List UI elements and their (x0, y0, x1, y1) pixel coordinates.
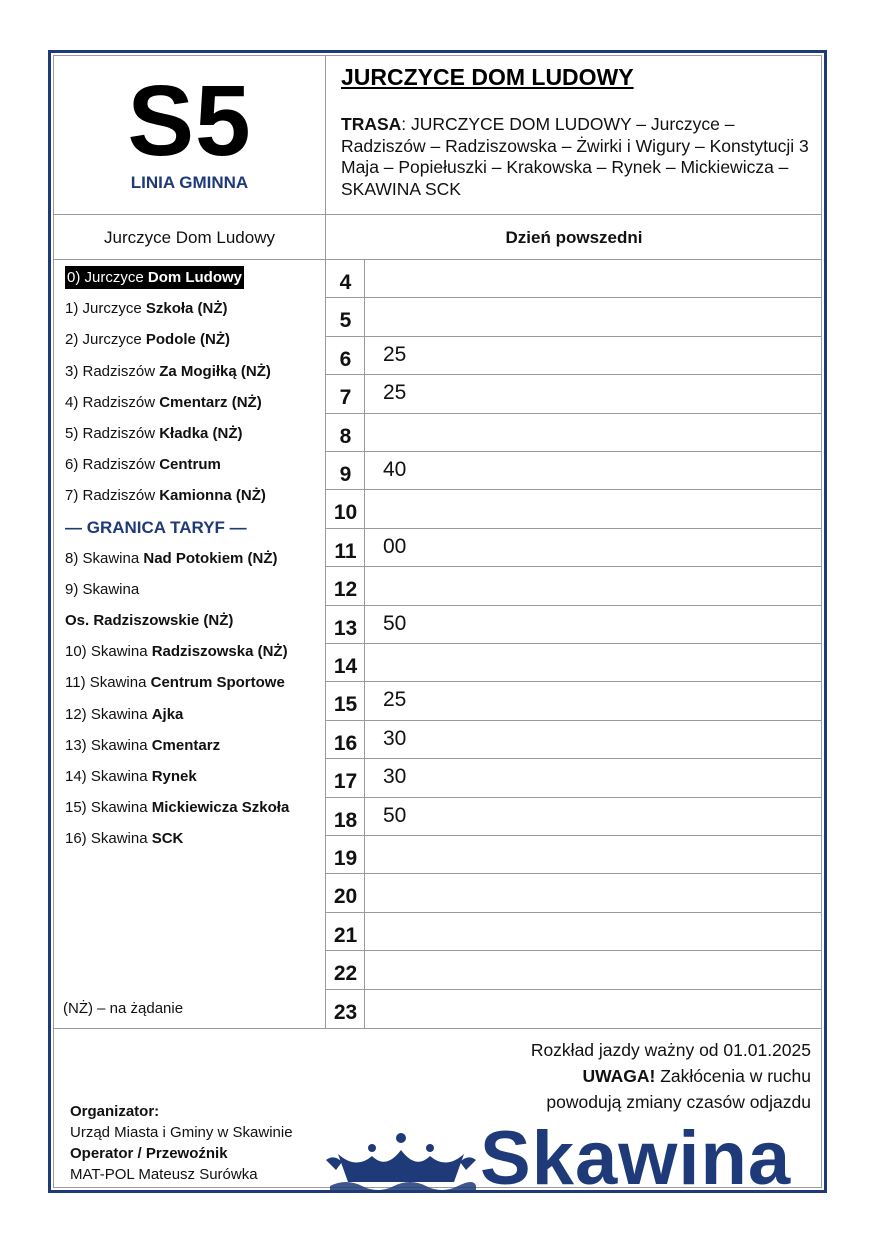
hour-cell: 23 (333, 1000, 358, 1024)
warning-label: UWAGA! (582, 1066, 656, 1086)
stop-label (65, 830, 183, 847)
valid-from: Rozkład jazdy ważny od 01.01.2025 (530, 1040, 811, 1060)
stop-item (65, 574, 323, 605)
stop-name: Kamionna (NŻ) (159, 487, 266, 505)
timetable-row (326, 452, 822, 490)
stop-label (65, 300, 228, 317)
stop-label (65, 706, 183, 723)
route-text: : JURCZYCE DOM LUDOWY – Jurczyce – Radziszów – Radziszowska – Żwirki i Wigury – Konstytucji 3 Maja – Popiełuszki – Krakowska – Rynek – Mickiewicza – SKAWINA SCK (341, 114, 809, 199)
organizer-name: Urząd Miasta i Gminy w Skawinie (70, 1124, 293, 1141)
timetable-row (326, 644, 822, 682)
hour-cell: 22 (333, 962, 358, 986)
timetable-row (326, 951, 822, 989)
stop-name: Cmentarz (151, 736, 221, 754)
minutes-cell: 25 (383, 688, 407, 712)
stop-label (65, 799, 289, 816)
minutes-cell: 50 (383, 611, 407, 635)
stop-item (65, 667, 323, 698)
stop-label (65, 456, 221, 473)
stop-item (65, 823, 323, 854)
hour-cell: 16 (333, 731, 358, 755)
hour-cell: 4 (339, 271, 352, 294)
stop-label (65, 331, 230, 348)
hour-cell: 13 (333, 616, 358, 640)
stop-label (65, 768, 197, 785)
stop-item (65, 387, 323, 418)
stop-prefix: 0) Jurczyce (67, 269, 148, 286)
stop-column-header: Jurczyce Dom Ludowy (103, 228, 275, 247)
timetable-row (326, 414, 822, 452)
brand-name: Skawina (480, 1116, 792, 1201)
line-number: S5 (127, 65, 252, 177)
stop-item (65, 293, 323, 324)
stop-item (65, 761, 323, 792)
timetable-row (326, 913, 822, 951)
minutes-cell: 25 (383, 381, 407, 405)
stop-label (65, 363, 271, 380)
stop-prefix: 16) Skawina (65, 830, 152, 848)
stop-label (65, 737, 220, 754)
stop-prefix: 2) Jurczyce (65, 331, 146, 349)
stop-name: Kładka (NŻ) (159, 424, 243, 442)
timetable-row (326, 375, 822, 413)
stop-name: Os. Radziszowskie (NŻ) (65, 612, 234, 630)
validity-info (531, 1037, 811, 1115)
warning (531, 1063, 811, 1089)
minutes-cell: 40 (383, 458, 407, 481)
hour-cell: 9 (339, 463, 352, 486)
stop-label (65, 550, 278, 567)
stop-item (65, 605, 323, 636)
hour-cell: 10 (333, 501, 358, 525)
stop-prefix: 3) Radziszów (65, 362, 160, 380)
stop-name: Cmentarz (NŻ) (159, 393, 262, 411)
stop-name: Podole (NŻ) (145, 331, 231, 349)
stop-prefix: 1) Jurczyce (65, 300, 146, 318)
hour-cell: 17 (333, 770, 358, 794)
hour-cell: 7 (339, 386, 352, 410)
day-header: Dzień powszedni (505, 228, 643, 247)
timetable-row (326, 759, 822, 797)
timetable-row (326, 567, 822, 605)
organizer-label: Organizator: (70, 1103, 160, 1120)
minutes-cell: 50 (383, 803, 407, 827)
organizer-info (70, 1101, 293, 1185)
timetable-row (326, 606, 822, 644)
timetable-row (326, 529, 822, 567)
timetable-row (326, 337, 822, 375)
on-request-note: (NŻ) – na żądanie (63, 1000, 184, 1017)
warning-text-2: powodują zmiany czasów odjazdu (546, 1092, 811, 1112)
stop-label (65, 612, 233, 629)
timetable-row (326, 260, 822, 298)
stop-prefix: 6) Radziszów (65, 456, 160, 474)
stop-item (65, 324, 323, 355)
stop-name: SCK (151, 830, 184, 848)
stop-prefix: 9) Skawina (65, 580, 140, 598)
minutes-cell: 00 (383, 534, 407, 558)
hour-cell: 15 (333, 693, 358, 717)
line-type: LINIA GMINNA (130, 173, 249, 192)
stop-label (65, 581, 139, 598)
stop-label (65, 394, 262, 411)
stop-name: Centrum (159, 456, 221, 474)
stop-prefix: 4) Radziszów (65, 393, 160, 411)
warning-text: Zakłócenia w ruchu (655, 1066, 811, 1086)
hour-cell: 6 (339, 347, 352, 371)
stop-item (65, 480, 323, 511)
stop-name: Rynek (151, 768, 197, 785)
timetable-row (326, 682, 822, 720)
operator-name: MAT-POL Mateusz Surówka (70, 1166, 258, 1183)
stop-item (65, 356, 323, 387)
stop-name: Szkoła (NŻ) (145, 300, 228, 318)
stop-label (65, 643, 288, 660)
stop-prefix: 13) Skawina (65, 736, 152, 754)
stop-prefix: 14) Skawina (65, 768, 152, 785)
stop-label (65, 425, 243, 442)
stop-prefix: 7) Radziszów (65, 487, 160, 505)
stop-name: Dom Ludowy (147, 269, 243, 286)
crown-icon (326, 1130, 476, 1192)
stop-item (65, 636, 323, 667)
stop-item (65, 730, 323, 761)
timetable-row (326, 990, 822, 1028)
stop-list (65, 262, 323, 855)
stop-prefix: 15) Skawina (65, 799, 152, 817)
line-logo (54, 56, 325, 214)
route-label: TRASA (341, 114, 402, 134)
stop-name: Za Mogiłką (NŻ) (159, 362, 271, 380)
hour-cell: 5 (339, 309, 352, 333)
stop-item (65, 449, 323, 480)
stop-item (65, 792, 323, 823)
stop-prefix: 10) Skawina (65, 643, 152, 661)
stop-name: Mickiewicza Szkoła (151, 799, 290, 817)
hour-cell: 19 (333, 847, 358, 870)
stop-name: Radziszowska (NŻ) (151, 643, 288, 661)
hour-cell: 11 (334, 539, 357, 563)
timetable-row (326, 298, 822, 336)
table-bottom-line (54, 1028, 822, 1029)
stop-item (65, 699, 323, 730)
stop-prefix: 5) Radziszów (65, 424, 160, 442)
timetable-row (326, 874, 822, 912)
minutes-cell: 30 (383, 765, 407, 789)
hour-cell: 20 (333, 885, 358, 909)
stop-name: Centrum Sportowe (150, 674, 285, 692)
stop-title: JURCZYCE DOM LUDOWY (341, 64, 634, 90)
hour-cell: 12 (333, 578, 358, 602)
timetable-row (326, 798, 822, 836)
stop-prefix: 12) Skawina (65, 705, 152, 723)
stop-name: Nad Potokiem (NŻ) (143, 549, 278, 567)
operator-label: Operator / Przewoźnik (70, 1145, 228, 1162)
stop-item (65, 262, 323, 293)
hour-cell: 21 (333, 923, 358, 947)
route-description (341, 114, 819, 200)
stop-name: Ajka (151, 705, 184, 723)
stop-label (65, 674, 285, 691)
stop-item (65, 543, 323, 574)
stop-prefix: 11) Skawina (65, 674, 151, 692)
skawina-logo (326, 1116, 826, 1201)
stop-item (65, 418, 323, 449)
tariff-boundary: — GRANICA TARYF — (65, 517, 247, 537)
timetable-row (326, 721, 822, 759)
hour-cell: 14 (333, 655, 358, 678)
header-bottom-line (54, 214, 822, 215)
stop-label (65, 487, 266, 504)
stop-prefix: 8) Skawina (65, 549, 144, 567)
minutes-cell: 25 (383, 342, 407, 366)
hour-cell: 18 (333, 808, 358, 832)
stop-label (65, 266, 244, 289)
timetable-row (326, 836, 822, 874)
timetable-row (326, 490, 822, 528)
minutes-cell: 30 (383, 726, 407, 750)
hour-cell: 8 (339, 424, 352, 448)
